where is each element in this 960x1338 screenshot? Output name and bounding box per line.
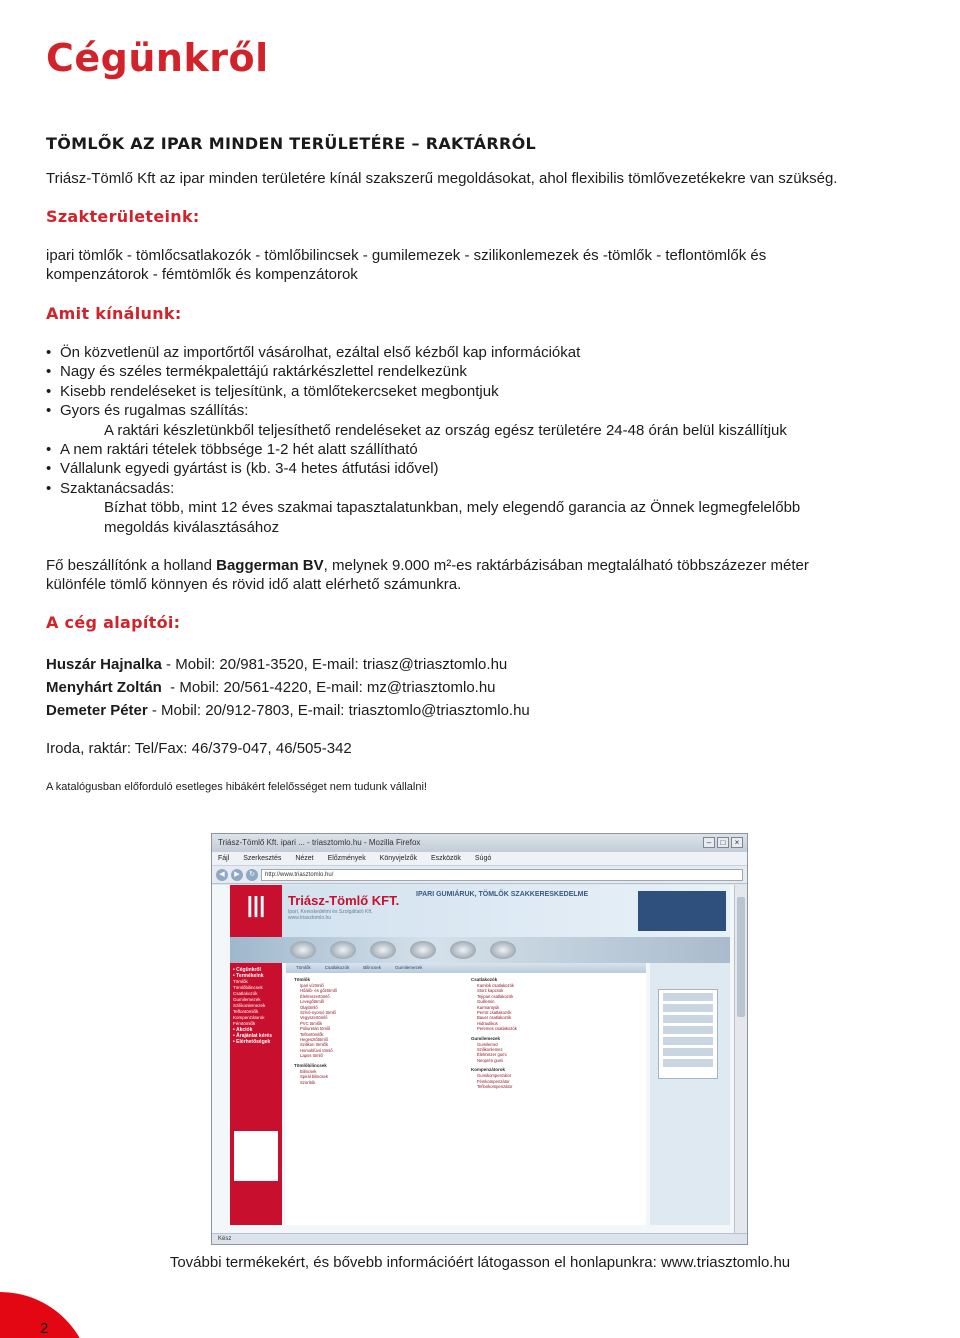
- site-column-heading: Tömlőbilincsek: [294, 1062, 327, 1068]
- page-number: 2: [40, 1320, 49, 1337]
- site-tab: Gumilemezek: [395, 965, 423, 970]
- site-column-heading: Tömlők: [294, 977, 311, 982]
- founder-name: Menyhárt Zoltán: [46, 679, 162, 696]
- product-image: [450, 941, 476, 959]
- menu-item: Előzmények: [327, 855, 366, 862]
- offer-list: [46, 343, 800, 537]
- site-nav-item: • Cégünkről: [233, 967, 261, 973]
- site-nav-item: Csatlakozók: [233, 991, 258, 996]
- site-column-heading: Csatlakozók: [471, 977, 498, 982]
- back-icon: ◀: [216, 869, 228, 881]
- specialties-heading: Szakterületeink:: [46, 207, 200, 226]
- offer-heading: Amit kínálunk:: [46, 304, 182, 323]
- site-name: Triász-Tömlő KFT.: [288, 893, 400, 908]
- site-tabs: [286, 963, 646, 973]
- disclaimer: A katalógusban előforduló esetleges hibákért felelősséget nem tudunk vállalni!: [46, 781, 427, 793]
- site-url: www.triasztomlo.hu: [288, 915, 332, 921]
- offer-item: • Szaktanácsadás:: [46, 479, 800, 498]
- site-nav-item: • Elérhetőségek: [233, 1039, 271, 1045]
- website-screenshot: [211, 833, 748, 1245]
- site-nav-item: Kompenzátorok: [233, 1015, 265, 1020]
- product-image: [290, 941, 316, 959]
- browser-navbar: [212, 866, 747, 884]
- site-tagline: IPARI GUMIÁRUK, TÖMLŐK SZAKKERESKEDELME: [416, 891, 589, 898]
- offer-item: • A nem raktári tételek többsége 1-2 hét alatt szállítható: [46, 440, 800, 459]
- browser-titlebar: [212, 834, 747, 852]
- product-image: [490, 941, 516, 959]
- founders-heading: A cég alapítói:: [46, 613, 181, 632]
- site-tab: Tömlők: [296, 965, 311, 970]
- minimize-icon: –: [703, 837, 715, 848]
- browser-window-title: Triász-Tömlő Kft. ipari ... - triasztomlo.hu - Mozilla Firefox: [218, 838, 421, 847]
- browser-statusbar: Kész: [212, 1233, 747, 1244]
- offer-item: • Gyors és rugalmas szállítás:: [46, 401, 800, 420]
- site-subtitle: [288, 909, 373, 921]
- specialties-line-1: ipari tömlők - tömlőcsatlakozók - tömlőbilincsek - gumilemezek - szilikonlemezek és -tömlők - teflontömlők és: [46, 247, 767, 264]
- maximize-icon: □: [717, 837, 729, 848]
- window-controls: [703, 837, 743, 848]
- specialties-line-2: kompenzátorok - fémtömlők és kompenzátorok: [46, 266, 358, 283]
- founder-contact: - Mobil: 20/561-4220, E-mail: mz@triasztomlo.hu: [161, 679, 496, 696]
- site-column: Csatlakozók Kamlok csatlakozók Storz kapcsok Tejipari csatlakozók Guillemin Karmantyúk Perrot csatlakozók Bauer csatlakozók Hidraulikus Peremes csatlakozók Gumilemezek Gumilemez Szilikonlemez Élelmiszer gumi Neoprén gumi Kompenzátorok Gumikompenzátor Fémkompenzátor Teflonkompenzátor: [471, 977, 638, 1090]
- page-title: Cégünkről: [46, 36, 269, 80]
- browser-menubar: [212, 852, 747, 866]
- product-image: [370, 941, 396, 959]
- site-login-box: [234, 1131, 278, 1181]
- site-subtitle-line: Ipari, Kereskedelmi és Szolgáltató Kft.: [288, 909, 373, 915]
- site-column: Tömlők Ipari vízömlő Hőálló- és gőztömlő Élelmiszertömlő Levegőtömlő Olajtömlő Szívó-nyomó tömlő Vegyszertömlő PVC tömlők Poliuretán tömlő Teflontömlők Hegesztőtömlő Szilikon tömlők Homokfúvó tömlő Lapos tömlő Tömlőbilincsek Bilincsek Spirál bilincsek Szorítók: [294, 977, 461, 1090]
- founder-name: Demeter Péter: [46, 702, 148, 719]
- site-column-heading: Gumilemezek: [471, 1035, 501, 1041]
- offer-sub-item: Bízhat több, mint 12 éves szakmai tapasztalatunkban, mely elegendő garancia az Önnek legmegfelelőbb: [104, 499, 801, 517]
- offer-item: • Nagy és széles termékpalettájú raktárkészlettel rendelkezünk: [46, 362, 800, 381]
- site-sidebar: [230, 963, 282, 1225]
- site-main: [286, 963, 646, 1225]
- supplier-paragraph: [46, 556, 809, 575]
- supplier-text: , melynek 9.000 m²-es raktárbázisában megtalálható többszázezer méter: [323, 557, 809, 574]
- founder-contact: - Mobil: 20/912-7803, E-mail: triasztomlo@triasztomlo.hu: [147, 702, 530, 719]
- menu-item: Szerkesztés: [243, 855, 282, 862]
- supplier-text: Fő beszállítónk a holland: [46, 557, 217, 574]
- founder-row: [46, 701, 530, 720]
- intro-paragraph: Triász-Tömlő Kft az ipar minden területére kínál szakszerű megoldásokat, ahol flexibilis tömlővezetékekre van szükség.: [46, 170, 838, 187]
- founder-contact: - Mobil: 20/981-3520, E-mail: triasz@triasztomlo.hu: [161, 656, 508, 673]
- offer-item: • Ön közvetlenül az importőrtől vásárolhat, ezáltal első kézből kap információkat: [46, 343, 800, 362]
- site-nav-item: Szilikonlemezek: [233, 1003, 266, 1008]
- office-contact: Iroda, raktár: Tel/Fax: 46/379-047, 46/505-342: [46, 740, 352, 757]
- product-image: [410, 941, 436, 959]
- supplier-line-2: különféle tömlő könnyen és rövid idő alatt elérhető számunkra.: [46, 576, 462, 593]
- founder-row: [46, 678, 496, 697]
- site-tab: Csatlakozók: [324, 965, 350, 970]
- offer-sub-item: megoldás kiválasztásához: [104, 518, 280, 536]
- founder-row: [46, 655, 507, 674]
- forward-icon: ▶: [231, 869, 243, 881]
- close-icon: ×: [731, 837, 743, 848]
- product-image-strip: [230, 937, 730, 963]
- site-product-columns: [286, 973, 646, 1094]
- site-nav-item: Tömlőbilincsek: [233, 985, 263, 990]
- menu-item: Súgó: [474, 855, 492, 862]
- site-nav-item: • Termékeink: [233, 973, 264, 979]
- site-nav-item: Tömlők: [233, 979, 248, 984]
- browser-scrollbar: [734, 885, 747, 1235]
- site-right-panel: [650, 963, 730, 1225]
- site-tab: Bilincsek: [363, 965, 382, 970]
- website-caption: További termékekért, és bővebb információért látogasson el honlapunkra: www.triasztomlo.hu: [169, 1254, 791, 1271]
- address-bar: http://www.triasztomlo.hu/: [261, 869, 743, 881]
- site-header: [230, 885, 730, 937]
- site-logo: |||: [230, 885, 282, 937]
- site-nav-item: • Akciók: [233, 1027, 253, 1033]
- site-column-heading: Kompenzátorok: [471, 1067, 506, 1073]
- offer-sub-item: A raktári készletünkből teljesíthető rendeléseket az ország egész területére 24-48 órán belül kiszállítjuk: [104, 421, 787, 439]
- menu-item: Nézet: [295, 855, 314, 862]
- site-contact-box: [638, 891, 726, 931]
- site-nav-item: Fémtömlők: [233, 1021, 256, 1026]
- catalog-thumbnail: [658, 989, 718, 1079]
- supplier-name: Baggerman BV: [216, 557, 324, 574]
- site-nav-item: • Árajánlat kérés: [233, 1033, 272, 1039]
- website-content: [212, 885, 735, 1235]
- offer-item: • Kisebb rendeléseket is teljesítünk, a tömlőtekercseket megbontjuk: [46, 382, 800, 401]
- menu-item: Eszközök: [430, 855, 461, 862]
- site-nav-item: Gumilemezek: [233, 997, 261, 1002]
- menu-item: Könyvjelzők: [379, 855, 418, 862]
- menu-item: Fájl: [218, 855, 230, 862]
- product-image: [330, 941, 356, 959]
- site-nav-item: Teflontömlők: [233, 1009, 259, 1014]
- offer-item: • Vállalunk egyedi gyártást is (kb. 3-4 hetes átfutási idővel): [46, 459, 800, 478]
- section-heading-hoses: TÖMLŐK AZ IPAR MINDEN TERÜLETÉRE – RAKTÁRRÓL: [46, 134, 536, 153]
- founder-name: Huszár Hajnalka: [46, 656, 162, 673]
- reload-icon: ↻: [246, 869, 258, 881]
